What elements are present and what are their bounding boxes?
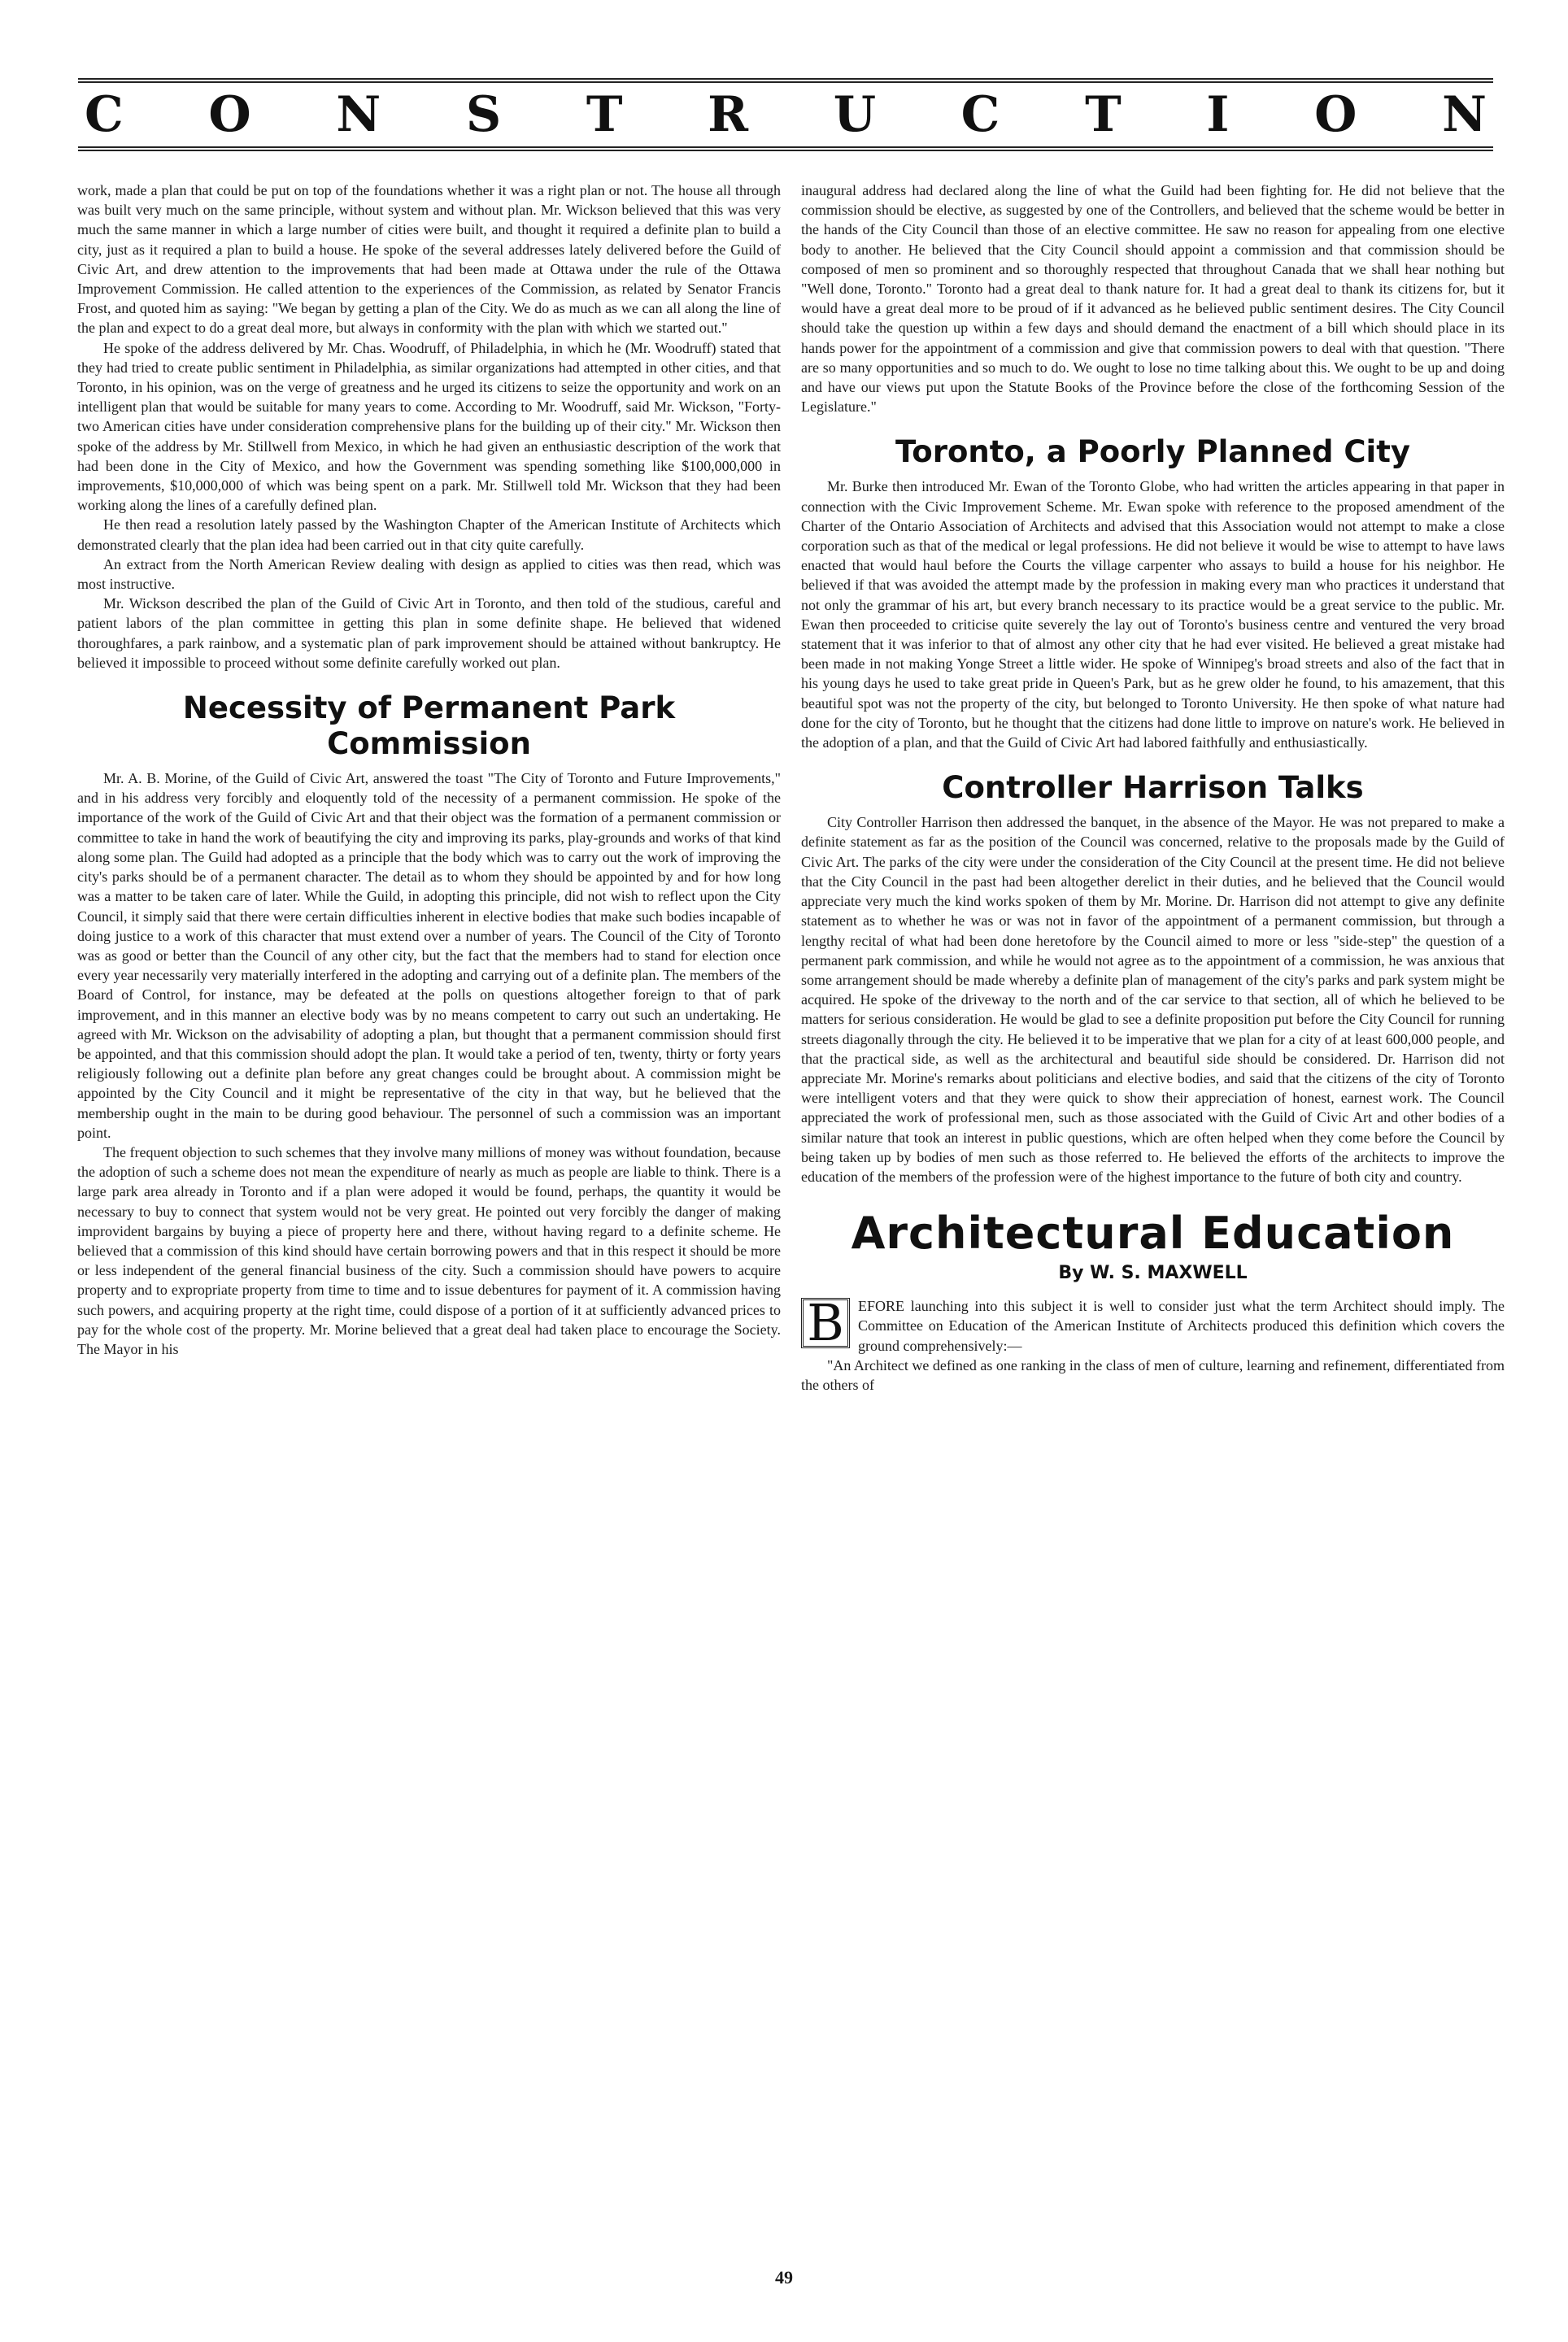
paragraph: Mr. Burke then introduced Mr. Ewan of the Toronto Globe, who had written the articles appearing in that paper in connection with the Civic Improvement Scheme. Mr. Ewan spoke with reference to the proposed amendment of the Charter of the Ontario Association of Architects and advised that this Association would not attempt to make a close corporation such as that of the medical or legal professions. He did not believe it would be wise to attempt to have laws enacted that would haul before the Courts the village carpenter who assays to build a house for his neighbor. He believed if that was avoided the attempt made by the profession in making every man who practices it understand that not only the grammar of his art, but every branch necessary to its practice would be a great service to the public. Mr. Ewan then proceeded to criticise quite severely the lay out of Toronto's business centre and ventured the very broad statement that it was inferior to that of almost any other city that he had ever visited. He believed a great mistake had been made in not making Yonge Street a little wider. He spoke of Winnipeg's broad streets and also of the fact that in his young days he used to take great pride in Queen's Park, but as he grew older he found, to his amazement, that this beautiful spot was not the property of the city, but belonged to Toronto University. He then spoke of what nature had done for the city of Toronto, but he thought that the citizens had done little to improve on nature's work. He believed in the adoption of a plan, and that the Guild of Civic Art had labored faithfully and enthusiastically. — [801, 478, 1505, 751]
left-column — [77, 181, 781, 1359]
page-number: 49 — [775, 2267, 793, 2288]
masthead-letter: R — [708, 86, 749, 143]
masthead-letter: U — [833, 86, 877, 143]
masthead-letter: O — [208, 86, 251, 143]
masthead-letter: N — [1442, 86, 1487, 143]
masthead-letter: S — [465, 86, 502, 143]
paragraph: EFORE launching into this subject it is well to consider just what the term Architect should imply. The Committee on Education of the American Institute of Architects produced this definition which covers the ground comprehensively:— — [858, 1298, 1505, 1354]
paragraph: Mr. Wickson described the plan of the Guild of Civic Art in Toronto, and then told of the studious, careful and patient labors of the plan committee in getting this plan in some definite shape. He believed that widened thoroughfares, a park rainbow, and a systematic plan of park improvement should be attained without bankruptcy. He believed it impossible to proceed without some definite carefully worked out plan. — [77, 595, 781, 671]
drop-cap: B — [801, 1298, 850, 1348]
masthead-letter: T — [1085, 86, 1122, 143]
paragraph: City Controller Harrison then addressed the banquet, in the absence of the Mayor. He was not prepared to make a definite statement as far as the position of the Council was concerned, relative to the proposals made by the Guild of Civic Art. The parks of the city were under the consideration of the City Council at the present time. He did not believe that the City Council in the past had been altogether derelict in their duties, and he believed that the Council would appreciate very much the kind works spoken of them by Mr. Morine. Dr. Harrison did not attempt to give any definite statement as to whether he was or was not in favor of the appointment of a permanent commission, but through a lengthy recital of what had been done heretofore by the Council aimed to more or less "side-step" the question of a permanent park commission, and while he would not agree as to the appointment of a commission, he was anxious that some arrangement should be made whereby a definite plan of management of the city's parks and park system might be acquired. He spoke of the driveway to the north and of the car service to that section, all of which he believed to be matters for serious consideration. He would be glad to see a definite proposition put before the City Council for running streets diagonally through the city. He believed it to be imperative that we plan for a city of at least 600,000 people, and that the practical side, as well as the architectural and beautiful side should be considered. Dr. Harrison did not appreciate Mr. Morine's remarks about politicians and elective bodies, and said that the citizens of the city of Toronto were intelligent voters and that they were quick to show their appreciation of honest, earnest work. The Council appreciated the work of professional men, such as those associated with the Guild of Civic Art and other bodies of a similar nature that took an interest in public questions, which are often helped when they come before the Council by being taken up by bodies of men such as those referred to. He believed the efforts of the architects to improve the education of the members of the profession were of the highest importance to the future of both city and country. — [801, 814, 1505, 1185]
section-heading-toronto: Toronto, a Poorly Planned City — [895, 434, 1411, 470]
paragraph: He spoke of the address delivered by Mr. Chas. Woodruff, of Philadelphia, in which he (Mr. Woodruff) stated that they had tried to create public sentiment in Philadelphia, as similar organizations had attempted in other cities, and that Toronto, in his opinion, was on the verge of greatness and he urged its citizens to seize the opportunity and work on an intelligent plan that would be suitable for many years to come. According to Mr. Woodruff, said Mr. Wickson, "Forty-two American cities have under consideration comprehensive plans for the building up of their city." Mr. Wickson then spoke of the address by Mr. Stillwell from Mexico, in which he had given an enthusiastic description of the work that had been done in the City of Mexico, and how the Government was spending something like $100,000,000 in improvements, $10,000,000 of which was being spent on a park. Mr. Stillwell told Mr. Wickson that they had been working along the lines of a carefully defined plan. — [77, 339, 781, 514]
masthead-letter: N — [336, 86, 381, 143]
masthead-letter: O — [1314, 86, 1357, 143]
section-heading-park-commission: Necessity of Permanent Park Commission — [182, 690, 676, 762]
right-column — [801, 181, 1505, 1395]
masthead — [78, 78, 1493, 151]
masthead-letter: T — [586, 86, 623, 143]
byline: By W. S. MAXWELL — [1058, 1263, 1248, 1284]
masthead-letter: I — [1206, 86, 1230, 143]
paragraph: work, made a plan that could be put on top of the foundations whether it was a right plan or not. The house all through was built very much on the same principle, without system and without plan. Mr. Wickson believed that this was very much the same manner in which a large number of cities were built, and thought it required a definite plan to build a city, just as it required a plan to build a house. He spoke of the several addresses lately delivered before the Guild of Civic Art, and drew attention to the improvements that had been made at Ottawa under the rule of the Ottawa Improvement Commission. He called attention to the experiences of the Commission, as related by Senator Francis Frost, and quoted him as saying: "We began by getting a plan of the City. We do as much as we can all along the line of the plan and expect to do a great deal more, but always in conformity with the plan with which we started out." — [77, 182, 781, 337]
article-title: Architectural Education — [851, 1208, 1455, 1260]
paragraph: inaugural address had declared along the line of what the Guild had been fighting for. He did not believe that the commission should be elective, as suggested by one of the Controllers, and believed that the scheme would be better in the hands of the City Council than those of an elective committee. He saw no reason for appealing from one elective body to another. He believed that the City Council should appoint a commission and that commission should be composed of men so prominent and so thoroughly respected that throughout Canada that we shall hear nothing but "Well done, Toronto." Toronto had a great deal to thank nature for. It had a great deal to thank its citizens for, but it would have a great deal more to be proud of if it advanced as he believed public sentiment desires. The City Council should take the question up within a few days and should demand the enactment of a bill which should place in its hands power for the appointment of a commission and give that commission powers to deal with that question. "There are so many opportunities and so much to do. We ought to lose no time talking about this. We ought to be up and doing and have our views put upon the Statute Books of the Province before the close of the forthcoming Session of the Legislature." — [801, 182, 1505, 416]
masthead-letter: C — [85, 86, 124, 143]
article-intro — [801, 1293, 1505, 1356]
masthead-letter: C — [960, 86, 1000, 143]
paragraph: Mr. A. B. Morine, of the Guild of Civic Art, answered the toast "The City of Toronto and Future Improvements," and in his address very forcibly and eloquently told of the necessity of a permanent commission. He spoke of the importance of the work of the Guild of Civic Art and that their object was the formation of a permanent commission or committee to take in hand the work of beautifying the city and improving its parks, play-grounds and works of that kind along some plan. The Guild had adopted as a principle that the body which was to carry out the work of improving the city's parks should be of a permanent character. The detail as to whom they should be appointed by and for how long was a matter to be taken care of later. While the Guild, in adopting this principle, did not wish to reflect upon the City Council, it simply said that there were certain difficulties inherent in elective bodies that make such bodies incapable of doing justice to a work of this character that must extend over a number of years. The Council of the City of Toronto was as good or better than the Council of any other city, but the fact that the members had to stand for election once every year necessarily very materially interfered in the adopting and carrying out of a definite plan. The members of the Board of Control, for instance, may be defeated at the polls on questions altogether foreign to that of park improvement, and in this manner an elective body was by no means competent to carry out such an undertaking. He agreed with Mr. Wickson on the advisability of adopting a plan, but thought that a permanent commission should first be appointed, and that this commission should adopt the plan. It would take a period of ten, twenty, thirty or forty years religiously following out a definite plan before any great changes could be brought about. A commission might be appointed by the City Council and it might be representative of the city in that way, but he believed that the membership ought in the main to be during good behaviour. The personnel of such a commission was an important point. — [77, 770, 781, 1141]
paragraph: "An Architect we defined as one ranking in the class of men of culture, learning and refinement, differentiated from the others of — [801, 1356, 1505, 1393]
paragraph: An extract from the North American Review dealing with design as applied to cities was then read, which was most instructive. — [77, 555, 781, 593]
paragraph: He then read a resolution lately passed by the Washington Chapter of the American Institute of Architects which demonstrated clearly that the plan idea had been carried out in that city quite carefully. — [77, 516, 781, 553]
section-heading-harrison: Controller Harrison Talks — [942, 770, 1364, 806]
paragraph: The frequent objection to such schemes that they involve many millions of money was without foundation, because the adoption of such a scheme does not mean the expenditure of nearly as much as people are liable to think. There is a large park area already in Toronto and if a plan were adoped it would be found, perhaps, the quantity it would be necessary to buy to connect that system would not be very great. He pointed out very forcibly the danger of making improvident bargains by buying a piece of property here and there, without having regard to a definite scheme. He believed that a commission of this kind should have certain borrowing powers and that in this respect it should be more or less independent of the general financial business of the city. Such a commission should have powers to acquire property and to expropriate property from time to time and to issue debentures for payment of it. A commission having such powers, and acquiring property at the right time, could dispose of a portion of it at sufficiently advanced prices to pay for the whole cost of the property. Mr. Morine believed that a great deal had taken place to encourage the Society. The Mayor in his — [77, 1143, 781, 1357]
